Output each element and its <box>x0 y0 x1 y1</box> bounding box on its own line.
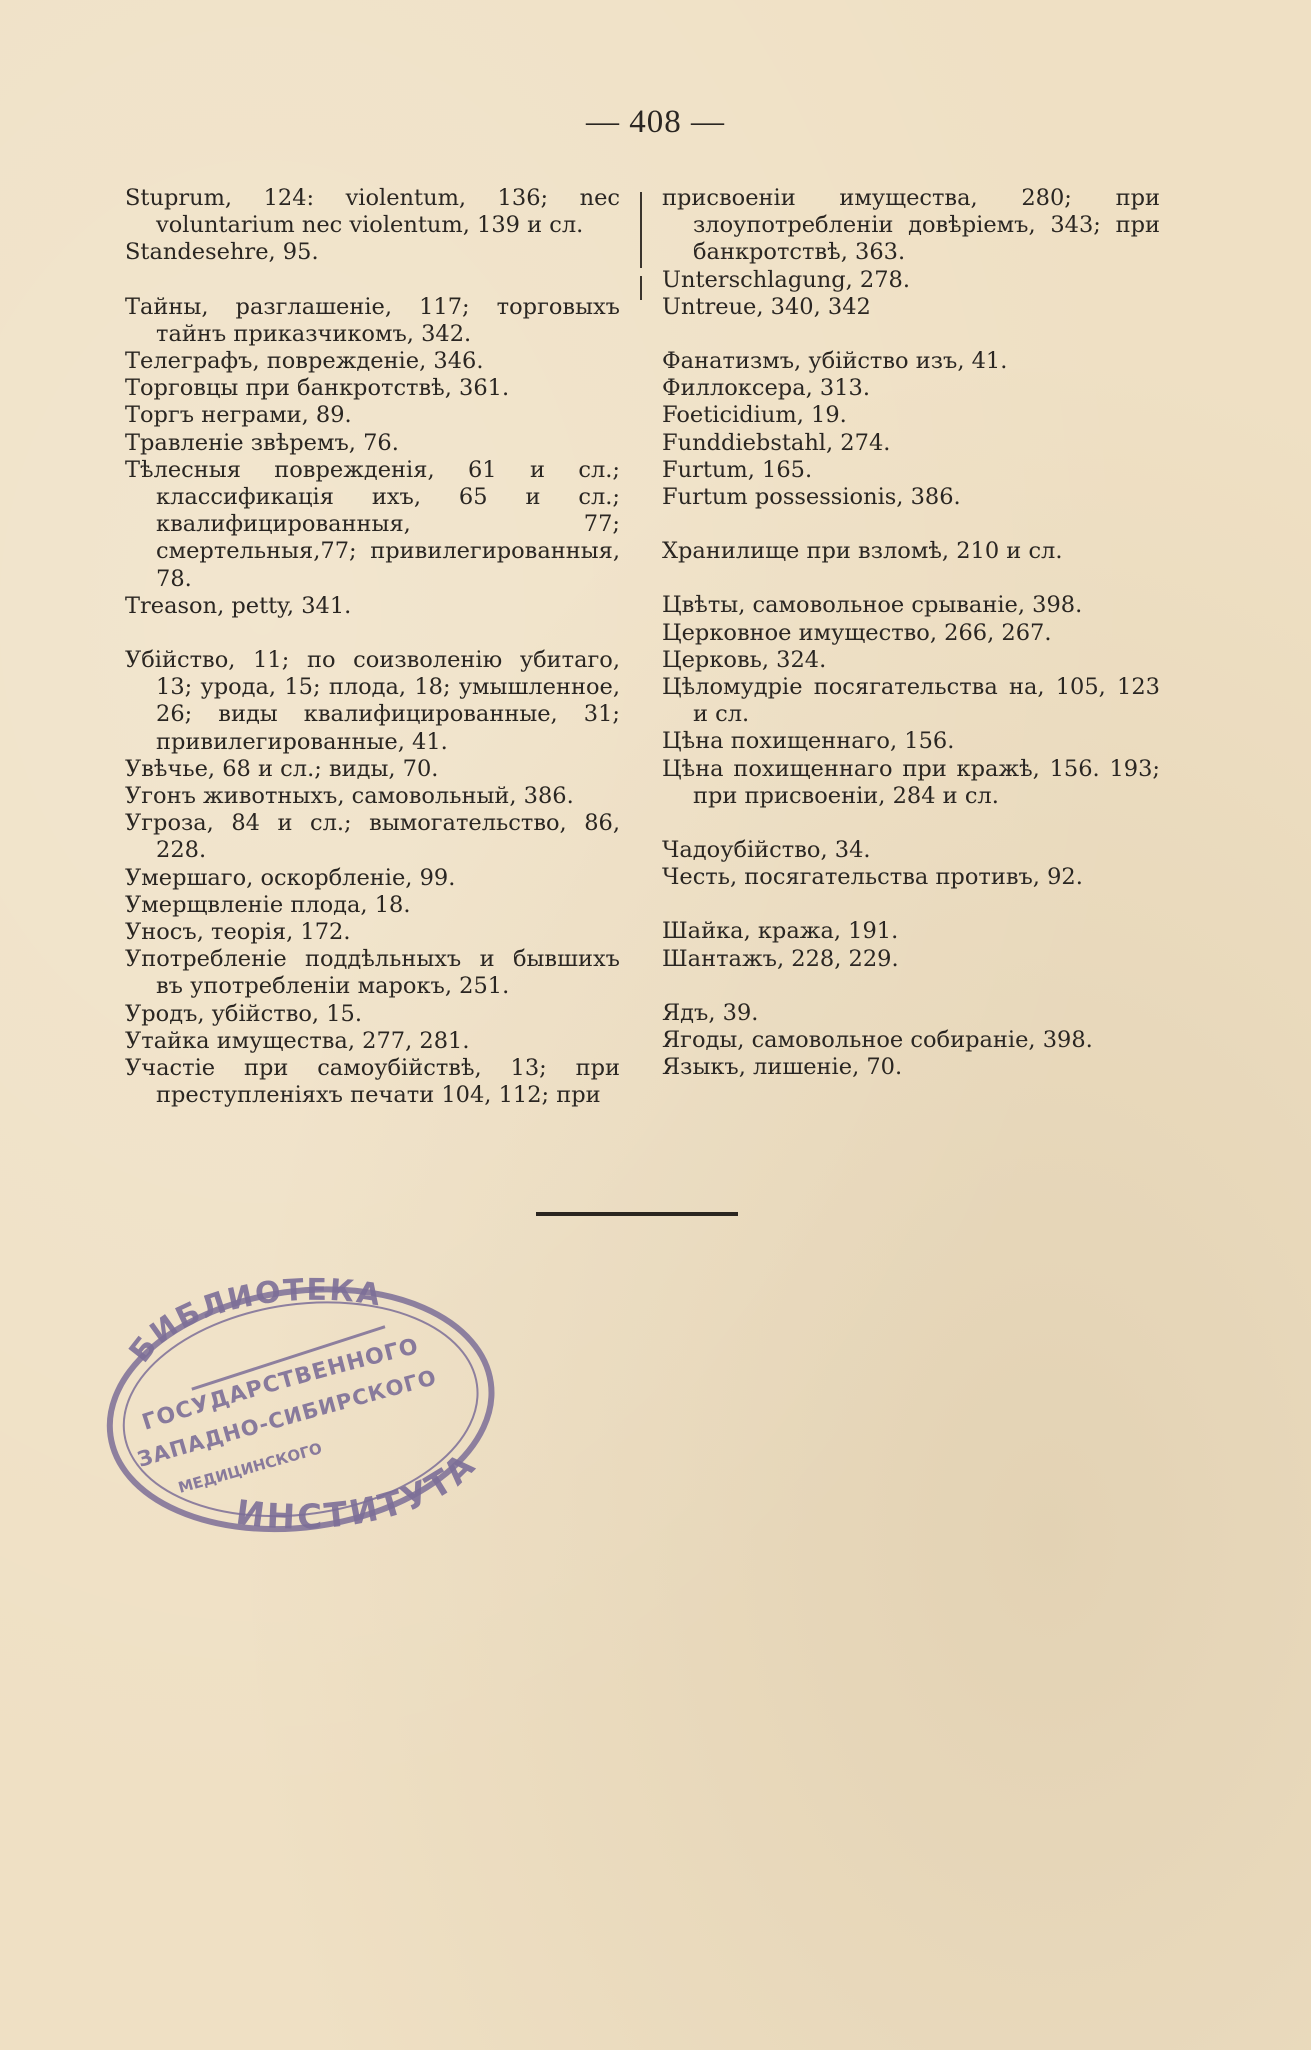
index-letter-group <box>662 1000 1160 1082</box>
index-entry: Церковное имущество, 266, 267. <box>662 619 1052 646</box>
stamp-text-line: ЗАПАДНО-СИБИРСКОГО <box>134 1365 440 1472</box>
index-entry: Фанатизмъ, убійство изъ, 41. <box>662 348 1008 375</box>
index-entry: Телеграфъ, поврежденіе, 346. <box>125 348 484 375</box>
column-divider-rule <box>640 192 642 268</box>
index-letter-group <box>125 647 620 1109</box>
index-entry: Цвѣты, самовольное срываніе, 398. <box>662 592 1083 619</box>
index-entry: Furtum, 165. <box>662 456 813 483</box>
index-entry: Участіе при самоубійствѣ, 13; при преступленіяхъ печати 104, 112; при <box>125 1055 620 1109</box>
index-entry: Funddiebstahl, 274. <box>662 429 891 456</box>
stamp-text-line: ГОСУДАРСТВЕННОГО <box>139 1333 422 1436</box>
index-entry: Чадоубійство, 34. <box>662 837 871 864</box>
index-entry: Treason, petty, 341. <box>125 592 352 619</box>
index-entry: Stuprum, 124: violentum, 136; nec voluntarium nec violentum, 139 и сл. <box>125 185 620 239</box>
index-entry: Уродъ, убійство, 15. <box>125 1000 363 1027</box>
index-entry: Ядъ, 39. <box>662 999 759 1026</box>
index-letter-group <box>662 918 1160 972</box>
index-entry: Foeticidium, 19. <box>662 402 847 429</box>
index-letter-group <box>125 185 620 267</box>
index-entry: Торгъ неграми, 89. <box>125 402 352 429</box>
index-letter-group <box>662 837 1160 891</box>
index-entry: Увѣчье, 68 и сл.; виды, 70. <box>125 755 439 782</box>
index-letter-group <box>125 294 620 620</box>
index-entry: Unterschlagung, 278. <box>662 266 911 293</box>
library-stamp <box>85 1255 505 1545</box>
page-number: — 408 — <box>586 104 725 140</box>
index-entry: Цѣна похищеннаго, 156. <box>662 728 955 755</box>
index-entry: Шантажъ, 228, 229. <box>662 945 899 972</box>
index-entry: Убійство, 11; по соизволенію убитаго, 13; урода, 15; плода, 18; умышленное, 26; виды квалифицированные, 31; привилегированные, 41. <box>125 647 620 755</box>
index-letter-group <box>662 348 1160 511</box>
index-entry: Травленіе звѣремъ, 76. <box>125 429 399 456</box>
index-entry: Standesehre, 95. <box>125 239 319 266</box>
stamp-text-top: БИБЛИОТЕКА <box>122 1272 385 1370</box>
index-entry: Торговцы при банкротствѣ, 361. <box>125 375 510 402</box>
index-entry: Тайны, разглашеніе, 117; торговыхъ тайнъ приказчикомъ, 342. <box>125 293 620 347</box>
index-entry: Церковь, 324. <box>662 646 827 673</box>
index-entry: Языкъ, лишеніе, 70. <box>662 1054 903 1081</box>
index-letter-group <box>662 538 1160 565</box>
stamp-text-bottom: ИНСТИТУТА <box>233 1444 485 1538</box>
index-entry: Untreue, 340, 342 <box>662 293 871 320</box>
index-entry: Угроза, 84 и сл.; вымогательство, 86, 228. <box>125 810 620 864</box>
index-letter-group <box>662 592 1160 810</box>
index-entry: Ягоды, самовольное собираніе, 398. <box>662 1027 1093 1054</box>
index-entry: Употребленіе поддѣльныхъ и бывшихъ въ употребленіи марокъ, 251. <box>125 946 620 1000</box>
index-entry: Честь, посягательства противъ, 92. <box>662 864 1083 891</box>
index-letter-group <box>662 185 1160 321</box>
index-entry: Хранилище при взломѣ, 210 и сл. <box>662 538 1063 565</box>
end-rule <box>536 1212 738 1216</box>
index-entry: Цѣна похищеннаго при кражѣ, 156. 193; при присвоеніи, 284 и сл. <box>662 755 1160 809</box>
index-entry: Цѣломудріе посягательства на, 105, 123 и сл. <box>662 674 1160 728</box>
index-right-column <box>662 185 1160 1108</box>
index-entry: Угонъ животныхъ, самовольный, 386. <box>125 783 574 810</box>
index-entry: Уносъ, теорія, 172. <box>125 919 351 946</box>
index-entry: Умершаго, оскорбленіе, 99. <box>125 864 456 891</box>
index-entry: Умерщвленіе плода, 18. <box>125 891 411 918</box>
index-entry: Филлоксера, 313. <box>662 375 871 402</box>
column-divider-rule <box>640 276 642 300</box>
stamp-text-line: МЕДИЦИНСКОГО <box>176 1439 325 1497</box>
index-entry: Тѣлесныя поврежденія, 61 и сл.; классификація ихъ, 65 и сл.; квалифицированныя, 77; смертельныя,77; привилегированныя, 78. <box>125 456 620 592</box>
index-left-column <box>125 185 620 1137</box>
index-entry: Утайка имущества, 277, 281. <box>125 1027 470 1054</box>
index-entry: Furtum possessionis, 386. <box>662 484 961 511</box>
index-entry: Шайка, кража, 191. <box>662 918 899 945</box>
index-entry: присвоеніи имущества, 280; при злоупотребленіи довѣріемъ, 343; при банкротствѣ, 363. <box>662 185 1160 266</box>
